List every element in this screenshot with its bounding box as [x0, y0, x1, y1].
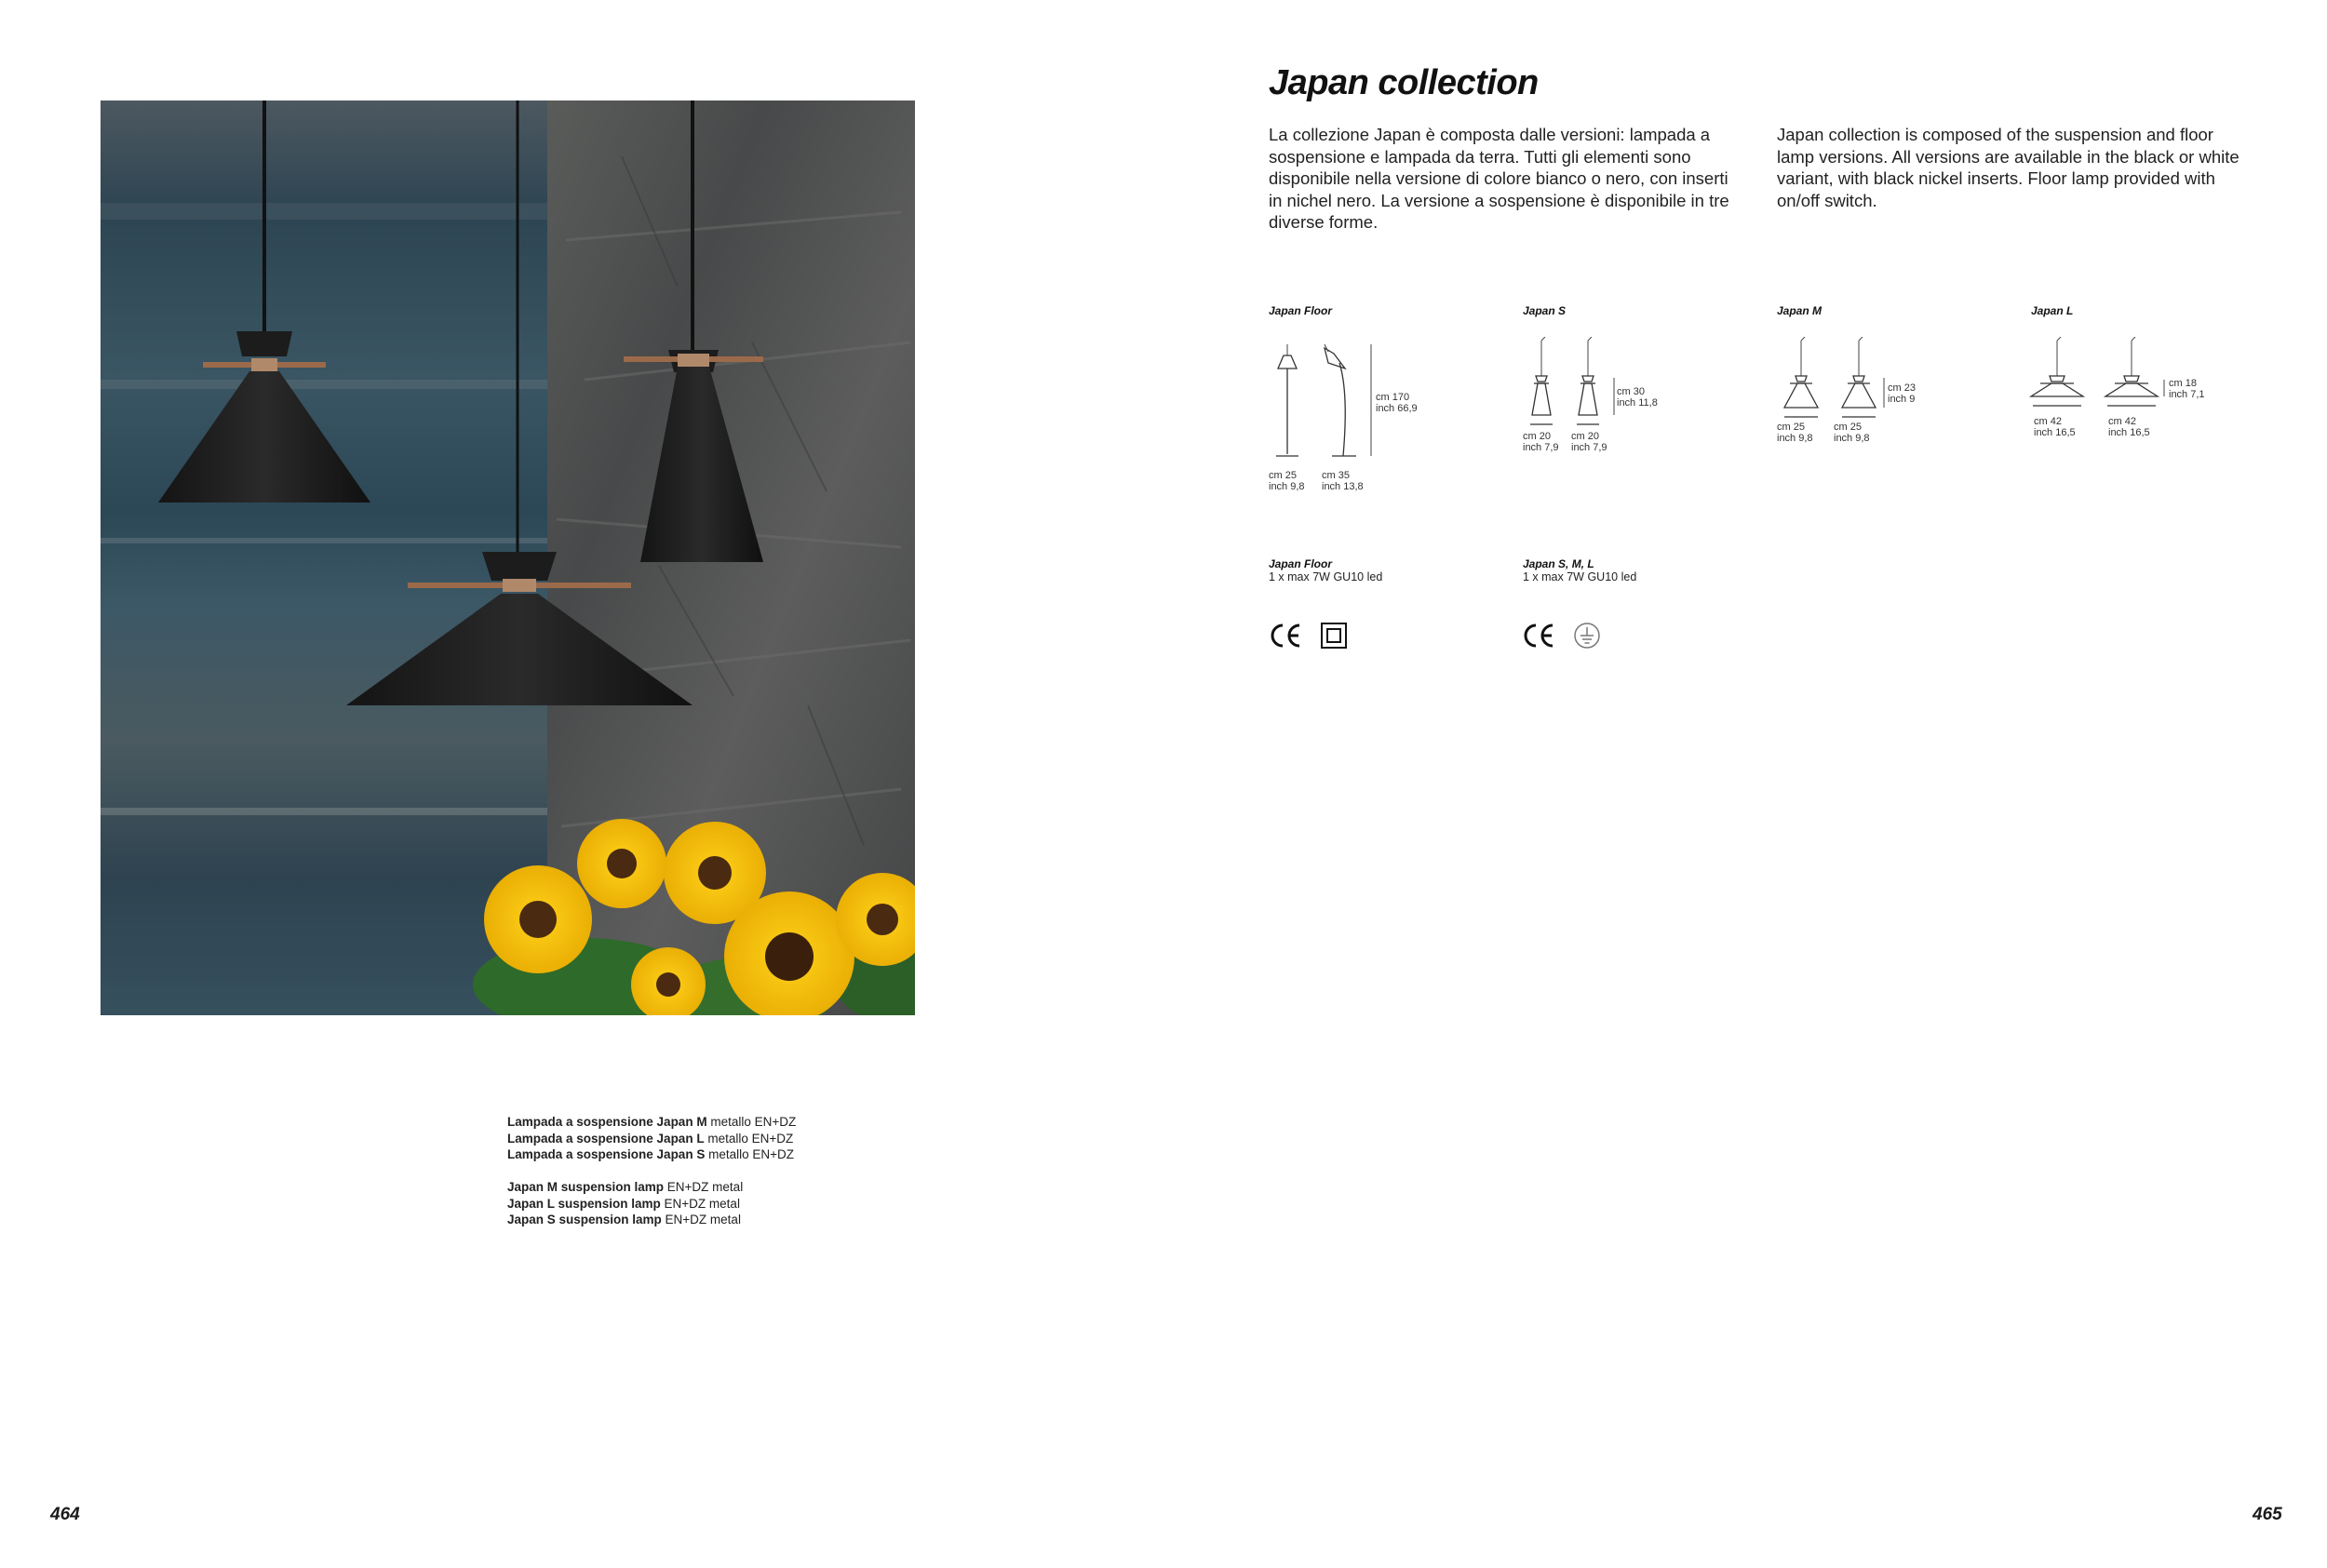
japan-floor-base-2: cm 35 inch 13,8 [1322, 470, 1364, 492]
japan-floor-base-1: cm 25 inch 9,8 [1269, 470, 1305, 492]
japan-s-drawing [1523, 337, 1621, 430]
spec-bulb: 1 x max 7W GU10 led [1523, 570, 1637, 583]
double-insulation-icon [1320, 622, 1348, 650]
japan-l-base-1: cm 42 inch 16,5 [2034, 416, 2076, 438]
japan-floor-height: cm 170 inch 66,9 [1376, 392, 1418, 414]
page-number-left: 464 [50, 1505, 80, 1524]
spec-japan-s-m-l [1523, 557, 1636, 583]
pendant-lamps-photo [101, 101, 915, 1015]
description-italian: La collezione Japan è composta dalle versioni: lampada a sospensione e lampada da terra. Tutti gli elementi sono disponibile nella versione di colore bianco o nero, con inserti in nichel nero. La versione a sospensione è disponibile in tre diverse forme. [1269, 125, 1729, 232]
caption-line: Lampada a sospensione Japan S metallo EN+DZ [507, 1147, 794, 1161]
product-photo [101, 101, 915, 1015]
spec-title: Japan S, M, L [1523, 557, 1594, 570]
page-title: Japan collection [1269, 63, 1539, 102]
caption-line: Japan L suspension lamp EN+DZ metal [507, 1196, 740, 1211]
caption-line: Lampada a sospensione Japan M metallo EN+DZ [507, 1115, 797, 1129]
ce-mark [1268, 622, 1305, 650]
japan-s-base-2: cm 20 inch 7,9 [1571, 431, 1607, 453]
spec-japan-floor [1269, 557, 1382, 583]
ce-mark [1521, 622, 1558, 650]
product-title-japan-m: Japan M [1777, 304, 1823, 317]
japan-l-drawing [2029, 337, 2169, 416]
caption-english [507, 1179, 743, 1228]
caption-line: Lampada a sospensione Japan L metallo EN+DZ [507, 1131, 794, 1146]
description-english: Japan collection is composed of the suspension and floor lamp versions. All versions are available in the black or white variant, with black nickel inserts. Floor lamp provided with on/off switch. [1777, 125, 2240, 210]
japan-l-height: cm 18 inch 7,1 [2169, 378, 2205, 400]
japan-floor-drawing [1269, 337, 1380, 467]
product-title-japan-l: Japan L [2031, 304, 2074, 317]
japan-m-base-2: cm 25 inch 9,8 [1834, 422, 1870, 444]
japan-s-base-1: cm 20 inch 7,9 [1523, 431, 1559, 453]
japan-l-base-2: cm 42 inch 16,5 [2108, 416, 2150, 438]
japan-m-drawing [1777, 337, 1889, 425]
page-number-right: 465 [2253, 1505, 2282, 1524]
caption-italian [507, 1114, 796, 1163]
japan-m-height: cm 23 inch 9 [1888, 382, 1916, 405]
ground-icon [1573, 622, 1601, 650]
spec-title: Japan Floor [1269, 557, 1333, 570]
japan-m-base-1: cm 25 inch 9,8 [1777, 422, 1813, 444]
product-title-japan-s: Japan S [1523, 304, 1567, 317]
product-title-japan-floor: Japan Floor [1269, 304, 1333, 317]
japan-s-height: cm 30 inch 11,8 [1617, 386, 1658, 409]
caption-line: Japan M suspension lamp EN+DZ metal [507, 1180, 744, 1194]
caption-line: Japan S suspension lamp EN+DZ metal [507, 1213, 741, 1226]
spec-bulb: 1 x max 7W GU10 led [1269, 570, 1383, 583]
